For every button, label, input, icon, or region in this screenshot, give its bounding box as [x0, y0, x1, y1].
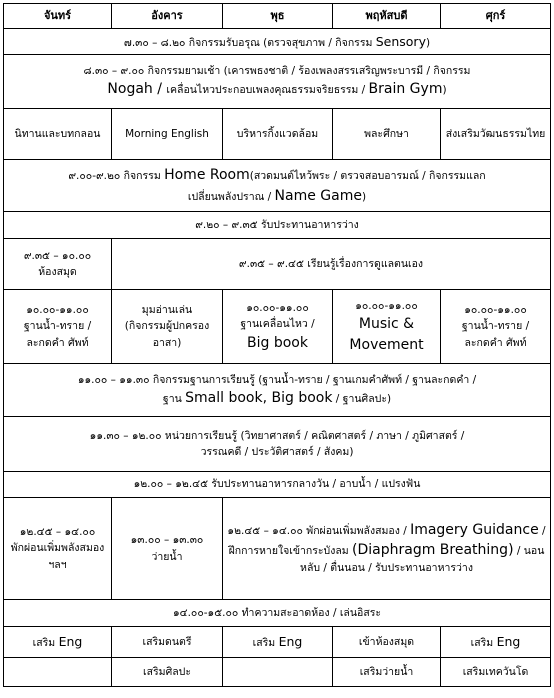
nogah-text: Nogah / — [107, 81, 167, 98]
home-room-time: ๙.๐๐-๙.๒๐ กิจกรรม — [68, 170, 165, 183]
morning-activity-cell — [4, 55, 551, 109]
mon-extra2-cell — [4, 658, 112, 687]
mon-station-line2: ละกดคำ ศัพท์ — [26, 336, 89, 349]
brain-gym-text: Brain Gym — [368, 81, 443, 98]
wed-station-cell — [223, 290, 333, 364]
row-daily-subjects — [4, 109, 551, 160]
home-room-details: (สวดมนต์ไหว้พระ / ตรวจสอบอารมณ์ / กิจกรรมแลก — [249, 170, 486, 183]
fri-station-line2: ละกดคำ ศัพท์ — [464, 336, 527, 349]
fri-eng-text: Eng — [496, 634, 521, 650]
row-extra-2 — [4, 658, 551, 687]
mon-subject-cell: นิทานและบทกลอน — [4, 109, 112, 160]
thu-subject-cell: พละศึกษา — [333, 109, 441, 160]
tue-reading-line1: มุมอ่านเล่น — [141, 304, 193, 317]
learning-units-line2: วรรณคดี / ประวัติศาสตร์ / สังคม) — [200, 446, 354, 458]
row-cleanup — [4, 600, 551, 627]
weekly-schedule-table — [3, 3, 551, 687]
tue-extra2-cell: เสริมศิลปะ — [112, 658, 223, 687]
morning-greeting-text: ๗.๓๐ – ๘.๒๐ กิจกรรมรับอรุณ (ตรวจสุขภาพ / กิจกรรม — [123, 36, 376, 49]
thu-extra2-cell: เสริมว่ายน้ำ — [333, 658, 441, 687]
fri-station-line1: ฐานน้ำ-ทราย / — [461, 320, 530, 333]
learning-units-line1: ๑๑.๓๐ – ๑๒.๐๐ หน่วยการเรียนรู้ (วิทยาศาสตร์ / คณิตศาสตร์ / ภาษา / ภูมิศาสตร์ / — [89, 429, 465, 442]
fri-extra2-cell: เสริมเทควันโด — [441, 658, 551, 687]
station-activities-cell — [4, 364, 551, 417]
library-label: ห้องสมุด — [38, 266, 77, 278]
movement-song-text: เคลื่อนไหวประกอบเพลงคุณธรรมจริยธรรม / — [166, 84, 369, 97]
mon-rest-time: ๑๒.๔๕ – ๑๔.๐๐ — [19, 526, 96, 539]
day-header-tue: อังคาร — [112, 4, 223, 29]
diaphragm-breathing-text: (Diaphragm Breathing) — [352, 542, 514, 559]
fri-extra-prefix: เสริม — [470, 637, 497, 650]
row-library-selfcare — [4, 239, 551, 290]
breathing-text: / ฝึกการหายใจเข้ากระบังลม — [228, 524, 546, 558]
row-learning-units — [4, 417, 551, 472]
tue-extra-cell: เสริมดนตรี — [112, 627, 223, 658]
wed-subject-cell: บริหารกิ้งแวดล้อม — [223, 109, 333, 160]
fri-station-cell — [441, 290, 551, 364]
row-rest — [4, 498, 551, 600]
rest-breathing-cell — [223, 498, 551, 600]
day-header-mon: จันทร์ — [4, 4, 112, 29]
morning-activity-close: ) — [442, 84, 447, 97]
nap-snack-text: / นอนหลับ / ตื่นนอน / รับประทานอาหารว่าง — [300, 545, 545, 575]
wed-station-line1: ฐานเคลื่อนไหว / — [240, 318, 315, 331]
art-station-text: / ฐานศิลปะ) — [332, 392, 392, 405]
wed-extra-cell — [223, 627, 333, 658]
thu-extra-cell: เข้าห้องสมุด — [333, 627, 441, 658]
name-game-text: Name Game — [274, 187, 362, 204]
mon-rest-cell — [4, 498, 112, 600]
lunch-cell: ๑๒.๐๐ – ๑๒.๔๕ รับประทานอาหารกลางวัน / อาบน้ำ / แปรงฟัน — [4, 472, 551, 498]
morning-activity-line1: ๘.๓๐ – ๙.๐๐ กิจกรรมยามเช้า (เคารพธงชาติ / ร้องเพลงสรรเสริญพระบารมี / กิจกรรม — [83, 65, 471, 78]
mon-station-time: ๑๐.๐๐-๑๑.๐๐ — [26, 304, 89, 317]
self-care-cell: ๙.๓๕ – ๙.๔๕ เรียนรู้เรื่องการดูแลตนเอง — [112, 239, 551, 290]
day-header-thu: พฤหัสบดี — [333, 4, 441, 29]
home-room-label: Home Room — [164, 167, 250, 184]
row-lunch — [4, 472, 551, 498]
station-prefix: ฐาน — [162, 392, 186, 405]
fri-station-time: ๑๐.๐๐-๑๑.๐๐ — [464, 304, 527, 317]
small-big-book-text: Small book, Big book — [185, 389, 333, 406]
row-snack — [4, 212, 551, 239]
big-book-text: Big book — [247, 334, 308, 351]
row-morning-activity — [4, 55, 551, 109]
imagery-guidance-text: Imagery Guidance — [410, 521, 539, 538]
row-home-room — [4, 160, 551, 212]
home-room-details2: เปลี่ยนพลังปราณ / — [187, 190, 275, 203]
row-learning-stations — [4, 290, 551, 364]
snack-cell: ๙.๒๐ – ๙.๓๕ รับประทานอาหารว่าง — [4, 212, 551, 239]
wed-extra-prefix: เสริม — [252, 637, 279, 650]
row-morning-greeting — [4, 29, 551, 55]
tue-swim-time: ๑๓.๐๐ – ๑๓.๓๐ — [130, 534, 204, 547]
rest-time-text: ๑๒.๔๕ – ๑๔.๐๐ พักผ่อนเพิ่มพลังสมอง / — [227, 524, 411, 537]
thu-music-time: ๑๐.๐๐-๑๑.๐๐ — [355, 300, 418, 313]
wed-station-time: ๑๐.๐๐-๑๑.๐๐ — [246, 302, 309, 315]
fri-subject-cell: ส่งเสริมวัฒนธรรมไทย — [441, 109, 551, 160]
morning-greeting-cell — [4, 29, 551, 55]
morning-greeting-close: ) — [425, 36, 431, 49]
library-time: ๙.๓๕ – ๑๐.๐๐ — [23, 249, 92, 262]
day-header-wed: พุธ — [223, 4, 333, 29]
cleanup-cell: ๑๔.๐๐-๑๕.๐๐ ทำความสะอาดห้อง / เล่นอิสระ — [4, 600, 551, 627]
music-text: Music & — [358, 316, 415, 333]
tue-reading-line2: (กิจกรรมผู้ปกครองอาสา) — [124, 320, 210, 349]
row-extra-1 — [4, 627, 551, 658]
mon-extra-cell — [4, 627, 112, 658]
tue-swim-cell — [112, 498, 223, 600]
station-activities-line1: ๑๑.๐๐ – ๑๑.๓๐ กิจกรรมฐานการเรียนรู้ (ฐานน้ำ-ทราย / ฐานเกมคำศัพท์ / ฐานละกดคำ / — [77, 373, 477, 386]
fri-extra-cell — [441, 627, 551, 658]
wed-extra2-cell — [223, 658, 333, 687]
movement-text: Movement — [349, 336, 424, 353]
mon-station-cell — [4, 290, 112, 364]
learning-units-cell — [4, 417, 551, 472]
tue-swim-label: ว่ายน้ำ — [151, 550, 183, 563]
library-cell — [4, 239, 112, 290]
tue-reading-cell — [112, 290, 223, 364]
tue-subject-cell: Morning English — [112, 109, 223, 160]
mon-rest-label: พักผ่อนเพิ่มพลังสมอง ฯลฯ — [10, 542, 105, 571]
day-header-fri: ศุกร์ — [441, 4, 551, 29]
sensory-text: Sensory — [375, 33, 426, 49]
header-row — [4, 4, 551, 29]
mon-station-line1: ฐานน้ำ-ทราย / — [23, 320, 92, 333]
thu-music-cell — [333, 290, 441, 364]
wed-eng-text: Eng — [278, 634, 303, 650]
mon-extra-prefix: เสริม — [32, 637, 59, 650]
home-room-close: ) — [361, 190, 367, 203]
row-station-activities — [4, 364, 551, 417]
mon-eng-text: Eng — [58, 634, 83, 650]
home-room-cell — [4, 160, 551, 212]
